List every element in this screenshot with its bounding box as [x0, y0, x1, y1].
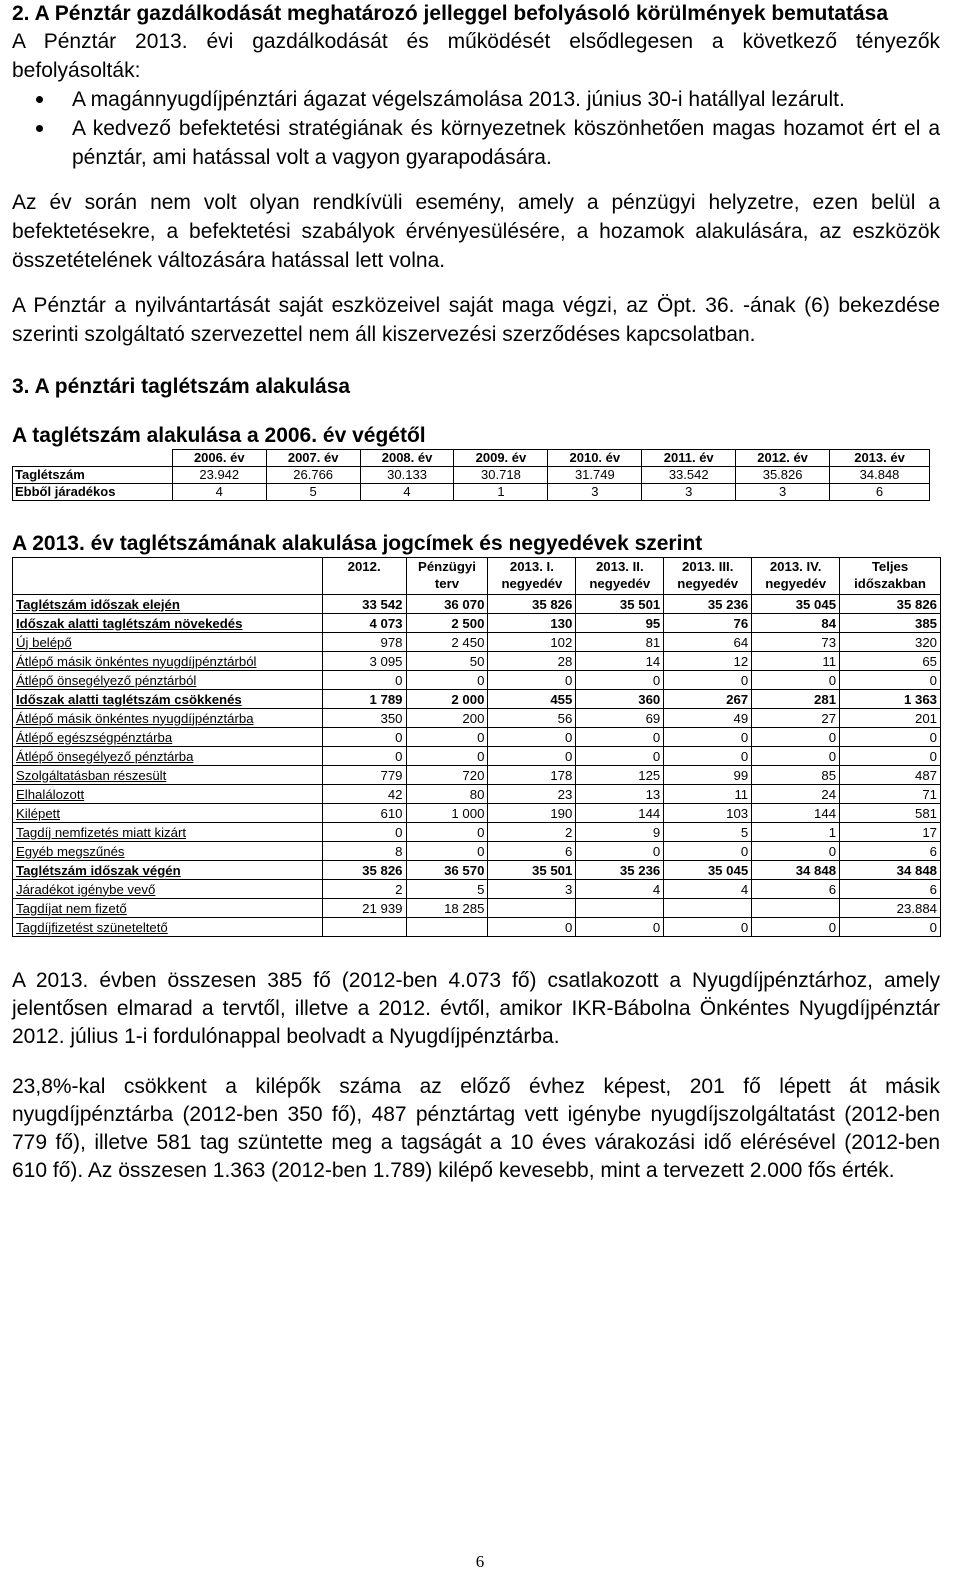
table1-title: A taglétszám alakulása a 2006. év végétől — [12, 424, 426, 447]
row-label: Taglétszám — [13, 467, 173, 484]
table-row — [13, 804, 941, 823]
table-corner-cell — [13, 558, 323, 595]
table-cell: 144 — [752, 804, 840, 823]
table-cell: 31.749 — [548, 467, 642, 484]
table-cell: 13 — [576, 785, 664, 804]
table-cell: 35 501 — [576, 595, 664, 614]
table-cell: 4 073 — [322, 614, 406, 633]
table-cell: 360 — [576, 690, 664, 709]
table-cell: 35 826 — [488, 595, 576, 614]
row-label: Egyéb megszűnés — [13, 842, 323, 861]
table-cell: 6 — [488, 842, 576, 861]
table-cell: 0 — [322, 671, 406, 690]
table-cell: 11 — [664, 785, 752, 804]
table-cell: 0 — [840, 728, 941, 747]
table-row — [13, 842, 941, 861]
table-cell: 14 — [576, 652, 664, 671]
table-cell: 3 — [548, 484, 642, 501]
table-cell: 95 — [576, 614, 664, 633]
table-cell — [664, 899, 752, 918]
table-row — [13, 633, 941, 652]
column-header: 2006. év — [172, 450, 266, 467]
table-cell: 0 — [752, 842, 840, 861]
leavers-paragraph: 23,8%-kal csökkent a kilépők száma az előző évhez képest, 201 fő lépett át másik nyugdíjpénztárba (2012-ben 350 fő), 487 pénztártag vett igénybe nyugdíjszolgáltatást (2012-ben 779 fő), illetve 581 tag szüntette meg a tagságát a 10 éves várakozási idő elérésével (2012-ben 610 fő). Az összesen 1.363 (2012-ben 1.789) kilépő kevesebb, mint a tervezett 2.000 fős érték. — [12, 1075, 940, 1182]
row-label: Átlépő másik önkéntes nyugdíjpénztárból — [13, 652, 323, 671]
table-cell: 144 — [576, 804, 664, 823]
table-cell: 12 — [664, 652, 752, 671]
column-header: 2012. — [322, 558, 406, 595]
table-cell: 385 — [840, 614, 941, 633]
influencing-factors-list — [12, 85, 940, 172]
table-cell: 3 095 — [322, 652, 406, 671]
table-cell: 18 285 — [406, 899, 488, 918]
page-number: 6 — [475, 1552, 485, 1571]
table-cell: 2 000 — [406, 690, 488, 709]
table-cell: 350 — [322, 709, 406, 728]
row-label: Tagdíjfizetést szüneteltető — [13, 918, 323, 937]
table-cell: 24 — [752, 785, 840, 804]
table-cell: 30.718 — [454, 467, 548, 484]
row-label: Átlépő önsegélyező pénztárba — [13, 747, 323, 766]
table-cell: 0 — [752, 918, 840, 937]
table-cell: 35 826 — [322, 861, 406, 880]
table-cell: 30.133 — [360, 467, 454, 484]
table-cell: 34.848 — [830, 467, 930, 484]
table-cell: 581 — [840, 804, 941, 823]
table-cell: 487 — [840, 766, 941, 785]
table-cell: 103 — [664, 804, 752, 823]
table-cell: 0 — [664, 671, 752, 690]
table-cell: 2 — [322, 880, 406, 899]
table-cell: 21 939 — [322, 899, 406, 918]
table-corner-cell — [13, 450, 173, 467]
table2-title: A 2013. év taglétszámának alakulása jogcímek és negyedévek szerint — [12, 532, 703, 555]
table-cell: 0 — [488, 671, 576, 690]
table-cell: 0 — [488, 918, 576, 937]
table-cell: 201 — [840, 709, 941, 728]
table-cell: 0 — [664, 842, 752, 861]
row-label: Tagdíjat nem fizető — [13, 899, 323, 918]
table-row — [13, 728, 941, 747]
table-cell: 779 — [322, 766, 406, 785]
table-cell: 0 — [752, 747, 840, 766]
table-cell: 102 — [488, 633, 576, 652]
table-cell: 1 789 — [322, 690, 406, 709]
table-cell: 42 — [322, 785, 406, 804]
table-cell: 0 — [576, 918, 664, 937]
row-label: Taglétszám időszak elején — [13, 595, 323, 614]
section-2-intro: A Pénztár 2013. évi gazdálkodását és működését elsődlegesen a következő tényezők befolyásolták: — [12, 30, 940, 82]
bullet-icon — [36, 125, 43, 132]
section-3-title: 3. A pénztári taglétszám alakulása — [12, 375, 351, 398]
table-cell: 0 — [576, 728, 664, 747]
table-cell: 1 — [454, 484, 548, 501]
table-cell: 0 — [322, 747, 406, 766]
table-cell: 0 — [576, 671, 664, 690]
table-cell: 0 — [664, 918, 752, 937]
table-cell: 6 — [752, 880, 840, 899]
membership-2013-table — [12, 557, 941, 937]
table-cell: 5 — [266, 484, 360, 501]
table-cell — [752, 899, 840, 918]
table-cell: 0 — [406, 671, 488, 690]
table-cell: 64 — [664, 633, 752, 652]
table-cell: 200 — [406, 709, 488, 728]
row-label: Kilépett — [13, 804, 323, 823]
table-cell: 0 — [752, 671, 840, 690]
row-label: Átlépő egészségpénztárba — [13, 728, 323, 747]
table-row — [13, 880, 941, 899]
page-content — [12, 0, 940, 1185]
table-cell: 267 — [664, 690, 752, 709]
table-cell: 610 — [322, 804, 406, 823]
row-label: Járadékot igénybe vevő — [13, 880, 323, 899]
row-label: Időszak alatti taglétszám növekedés — [13, 614, 323, 633]
column-header: Teljes időszakban — [840, 558, 941, 595]
table-cell: 0 — [840, 918, 941, 937]
table-cell: 35 236 — [576, 861, 664, 880]
table-cell: 23.942 — [172, 467, 266, 484]
table-cell: 720 — [406, 766, 488, 785]
table-row — [13, 747, 941, 766]
table-row — [13, 899, 941, 918]
column-header: Pénzügyi terv — [406, 558, 488, 595]
table-cell: 2 — [488, 823, 576, 842]
table-row — [13, 823, 941, 842]
table-cell: 0 — [406, 747, 488, 766]
column-header: 2013. II. negyedév — [576, 558, 664, 595]
membership-by-year-table — [12, 449, 930, 501]
table-cell: 73 — [752, 633, 840, 652]
column-header: 2013. év — [830, 450, 930, 467]
joiners-paragraph: A 2013. évben összesen 385 fő (2012-ben 4.073 fő) csatlakozott a Nyugdíjpénztárhoz, amely jelentősen elmarad a tervtől, illetve a 2012. évtől, amikor IKR-Bábolna Önkéntes Nyugdíjpénztár 2012. július 1-i fordulónappal beolvadt a Nyugdíjpénztárba. — [12, 969, 940, 1048]
table-row — [13, 467, 930, 484]
table-cell: 0 — [576, 842, 664, 861]
record-keeping-paragraph: A Pénztár a nyilvántartását saját eszközeivel saját maga végzi, az Öpt. 36. -ának (6) bekezdése szerinti szolgáltató szervezettel nem áll kiszervezési szerződéses kapcsolatban. — [12, 294, 940, 346]
bullet-icon — [36, 96, 43, 103]
row-label: Ebből járadékos — [13, 484, 173, 501]
table-cell — [322, 918, 406, 937]
table-cell: 84 — [752, 614, 840, 633]
table-cell: 28 — [488, 652, 576, 671]
table-cell — [576, 899, 664, 918]
table-cell: 34 848 — [752, 861, 840, 880]
table-cell: 4 — [360, 484, 454, 501]
table-cell: 0 — [406, 823, 488, 842]
table-cell: 99 — [664, 766, 752, 785]
table-row — [13, 595, 941, 614]
table-cell: 71 — [840, 785, 941, 804]
table-row — [13, 766, 941, 785]
table-cell: 33.542 — [642, 467, 736, 484]
table-cell: 8 — [322, 842, 406, 861]
table-cell — [406, 918, 488, 937]
row-label: Elhalálozott — [13, 785, 323, 804]
table-cell: 0 — [406, 728, 488, 747]
row-label: Átlépő önsegélyező pénztárból — [13, 671, 323, 690]
table-cell: 0 — [840, 747, 941, 766]
table-cell: 4 — [576, 880, 664, 899]
table-row — [13, 861, 941, 880]
row-label: Átlépő másik önkéntes nyugdíjpénztárba — [13, 709, 323, 728]
table-cell: 50 — [406, 652, 488, 671]
column-header: 2009. év — [454, 450, 548, 467]
table-cell: 0 — [406, 842, 488, 861]
table-cell: 5 — [664, 823, 752, 842]
table-cell: 5 — [406, 880, 488, 899]
table-cell: 125 — [576, 766, 664, 785]
table-cell: 6 — [840, 842, 941, 861]
table-cell: 35 045 — [752, 595, 840, 614]
table-cell: 3 — [642, 484, 736, 501]
table-cell: 0 — [488, 728, 576, 747]
table-cell: 35 045 — [664, 861, 752, 880]
table-cell: 36 070 — [406, 595, 488, 614]
table-cell: 6 — [830, 484, 930, 501]
column-header: 2008. év — [360, 450, 454, 467]
table-cell: 2 500 — [406, 614, 488, 633]
table-row — [13, 785, 941, 804]
extraordinary-events-paragraph: Az év során nem volt olyan rendkívüli esemény, amely a pénzügyi helyzetre, ezen belül a befektetésekre, a befektetési szabályok érvényesülésére, a hozamok alakulására, az eszközök összetételének változására hatással lett volna. — [12, 191, 940, 272]
table-cell: 0 — [664, 728, 752, 747]
table-cell: 1 — [752, 823, 840, 842]
table-row — [13, 652, 941, 671]
table-cell: 0 — [664, 747, 752, 766]
table-cell: 0 — [752, 728, 840, 747]
table-cell: 17 — [840, 823, 941, 842]
table-cell: 1 000 — [406, 804, 488, 823]
column-header: 2013. IV. negyedév — [752, 558, 840, 595]
table-row — [13, 709, 941, 728]
table-cell: 69 — [576, 709, 664, 728]
table-row — [13, 918, 941, 937]
list-item: A kedvező befektetési stratégiának és környezetnek köszönhetően magas hozamot ért el a pénztár, ami hatással volt a vagyon gyarapodására. — [72, 114, 940, 172]
row-label: Időszak alatti taglétszám csökkenés — [13, 690, 323, 709]
table-cell: 6 — [840, 880, 941, 899]
table-cell: 35 236 — [664, 595, 752, 614]
column-header: 2007. év — [266, 450, 360, 467]
table-cell: 281 — [752, 690, 840, 709]
table-row — [13, 614, 941, 633]
table-cell: 1 363 — [840, 690, 941, 709]
table-cell: 33 542 — [322, 595, 406, 614]
table-row — [13, 690, 941, 709]
row-label: Szolgáltatásban részesült — [13, 766, 323, 785]
table-cell: 455 — [488, 690, 576, 709]
table-cell: 36 570 — [406, 861, 488, 880]
table-cell: 27 — [752, 709, 840, 728]
table-row — [13, 484, 930, 501]
table-cell: 9 — [576, 823, 664, 842]
row-label: Tagdíj nemfizetés miatt kizárt — [13, 823, 323, 842]
table-cell: 4 — [172, 484, 266, 501]
table-cell: 2 450 — [406, 633, 488, 652]
column-header: 2010. év — [548, 450, 642, 467]
table-cell: 85 — [752, 766, 840, 785]
list-item: A magánnyugdíjpénztári ágazat végelszámolása 2013. június 30-i hatállyal lezárult. — [72, 85, 940, 114]
table-cell: 178 — [488, 766, 576, 785]
table-cell: 130 — [488, 614, 576, 633]
table-cell: 0 — [322, 823, 406, 842]
table-cell: 0 — [488, 747, 576, 766]
table-cell: 320 — [840, 633, 941, 652]
table-cell: 80 — [406, 785, 488, 804]
table-cell: 0 — [576, 747, 664, 766]
column-header: 2013. I. negyedév — [488, 558, 576, 595]
column-header: 2013. III. negyedév — [664, 558, 752, 595]
table-cell: 3 — [736, 484, 830, 501]
table-cell: 35 826 — [840, 595, 941, 614]
column-header: 2012. év — [736, 450, 830, 467]
table-cell: 0 — [840, 671, 941, 690]
table-cell: 23 — [488, 785, 576, 804]
table-cell: 49 — [664, 709, 752, 728]
table-cell: 81 — [576, 633, 664, 652]
row-label: Taglétszám időszak végén — [13, 861, 323, 880]
table-cell: 978 — [322, 633, 406, 652]
table-cell: 11 — [752, 652, 840, 671]
table-cell: 190 — [488, 804, 576, 823]
section-2-title: 2. A Pénztár gazdálkodását meghatározó jelleggel befolyásoló körülmények bemutatása — [12, 2, 889, 25]
table-cell: 0 — [322, 728, 406, 747]
table-cell: 23.884 — [840, 899, 941, 918]
table-row — [13, 671, 941, 690]
table-cell: 35 501 — [488, 861, 576, 880]
row-label: Új belépő — [13, 633, 323, 652]
table-cell: 65 — [840, 652, 941, 671]
table-cell: 76 — [664, 614, 752, 633]
table-cell: 4 — [664, 880, 752, 899]
table-cell: 34 848 — [840, 861, 941, 880]
column-header: 2011. év — [642, 450, 736, 467]
table-cell: 26.766 — [266, 467, 360, 484]
table-cell — [488, 899, 576, 918]
table-cell: 35.826 — [736, 467, 830, 484]
table-cell: 3 — [488, 880, 576, 899]
table-cell: 56 — [488, 709, 576, 728]
